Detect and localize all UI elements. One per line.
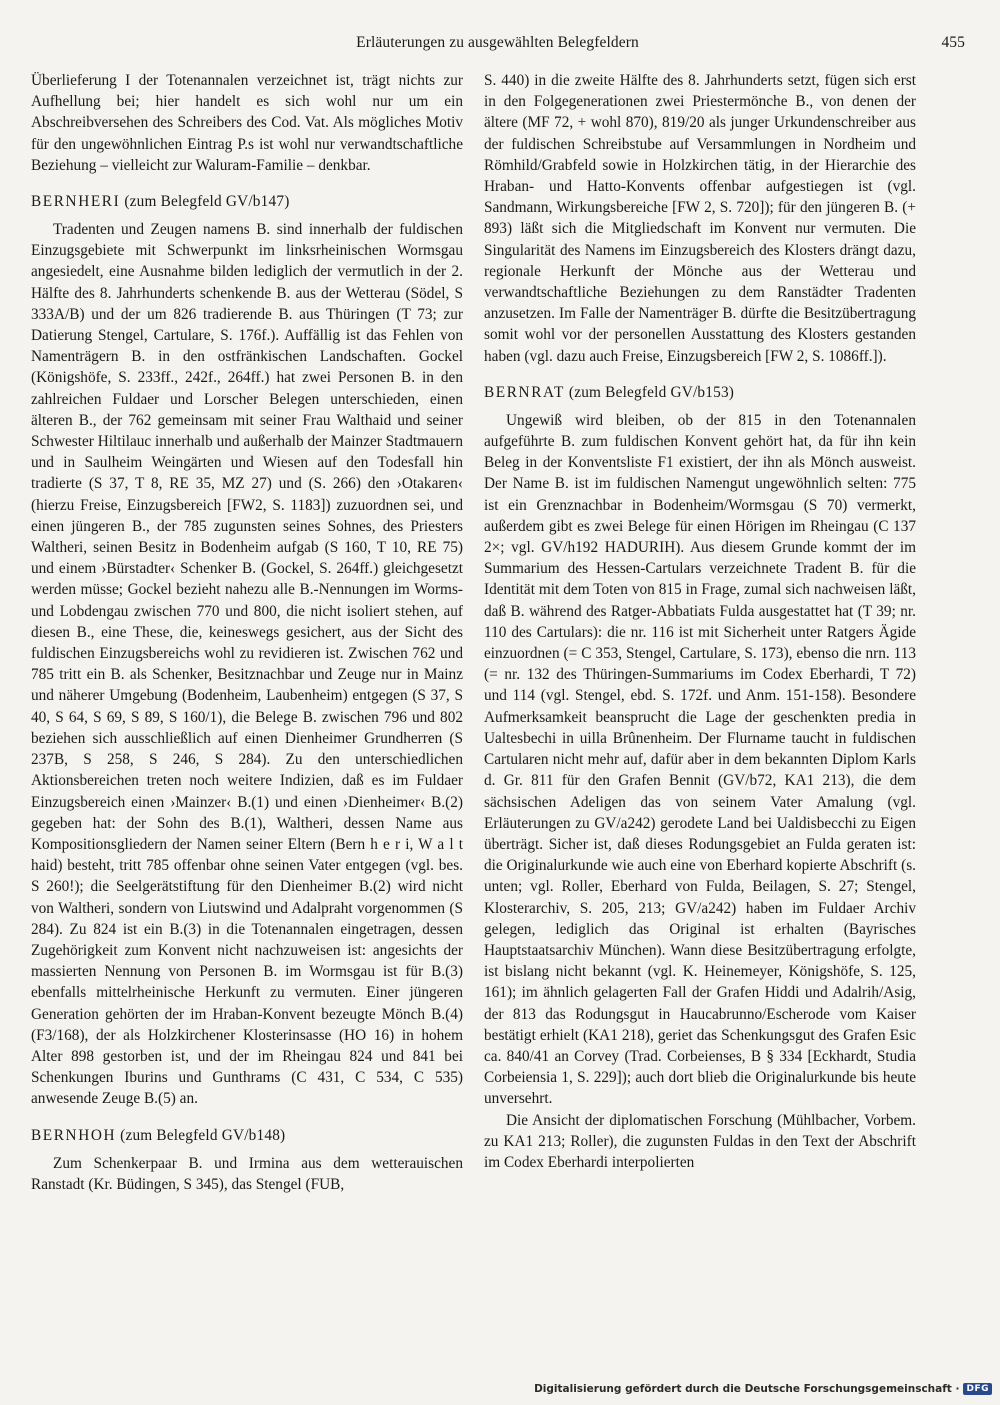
paragraph: Zum Schenkerpaar B. und Irmina aus dem wetterauischen Ranstadt (Kr. Büdingen, S 345), das Stengel (FUB, [31, 1154, 463, 1193]
right-column [484, 70, 916, 1173]
paragraph: Tradenten und Zeugen namens B. sind innerhalb der fuldischen Einzugsgebiete mit Schwerpunkt im linksrheinischen Wormsgau angesiedelt, eine Ausnahme bilden lediglich der vermutlich in der 2. Hälfte des 8. Jahrhunderts schenkende B. aus der Wetterau (Södel, S 333A/B) und der um 826 tradierende B. aus Thüringen (T 73; zur Datierung Stengel, Cartulare, S. 176f.). Auffällig ist das Fehlen von Namenträgern B. in den ostfränkischen Landschaften. Gockel (Königshöfe, S. 233ff., 242f., 264ff.) hat zwei Personen B. in den zahlreichen Fuldaer und Lorscher Belegen unterschieden, einen älteren B., der 762 gemeinsam mit seiner Frau Walthaid und seiner Schwester Hiltilauc innerhalb und außerhalb der Mainzer Stadtmauern und in Saulheim Weingärten und Wiesen auf den Todesfall hin tradierte (S 37, T 8, RE 35, MZ 27) und (S. 266) den ›Otakaren‹ (hierzu Freise, Einzugsbereich [FW2, S. 1183]) zuzuordnen sei, und einen jüngeren B., der 785 zugunsten seines Sohnes, des Priesters Waltheri, seinen Besitz in Bodenheim aufgab (S 160, T 10, RE 75) und einem ›Bürstadter‹ Schenker B. (Gockel, S. 264ff.) gleichgesetzt werden müsse; Gockel bezieht nahezu alle B.-Nennungen im Worms- und Lobdengau zwischen 770 und 800, die nicht isoliert stehen, auf diesen B., eine These, die, keineswegs gesichert, aus der Sicht des fuldischen Einzugsbereichs wohl zu revidieren ist. Zwischen 762 und 785 tritt ein B. als Schenker, Besitznachbar und Zeuge nur in Mainz und näherer Umgebung (Bodenheim, Laubenheim) entgegen (S 37, S 40, S 64, S 69, S 89, S 160/1), die Belege B. zwischen 796 und 802 beziehen sich ausschließlich auf einen Dienheimer Grundherren (S 237B, S 258, S 246, S 284). Zu den unterschiedlichen Aktionsbereichen treten noch weitere Indizien, daß es im Fuldaer Einzugsbereich einen ›Mainzer‹ B.(1) und einen ›Dienheimer‹ B.(2) gegeben hat: der Sohn des B.(1), Waltheri, dessen Name aus Kompositionsgliedern der Namen seiner Eltern (Bern h e r i, W a l t haid) besteht, tritt 785 offenbar ohne seinen Vater entgegen (vgl. bes. S 260!); die Seelgerätstiftung für den Dienheimer B.(2) wird nicht von Waltheri, sondern von Liutswind und Adalpraht vorgenommen (S 284). Zu 824 ist ein B.(3) in die Totenannalen eingetragen, dessen Zugehörigkeit zum Konvent nicht nachzuweisen ist: angesichts der massierten Nennung von Personen B. im Wormsgau ist für B.(3) ebenfalls mittelrheinische Herkunft zu vermuten. Einer jüngeren Generation gehörten der im Hraban-Konvent bezeugte Mönch B.(4) (F3/168), der als Holzkirchener Klosterinsasse (HO 16) in hohem Alter 898 gestorben ist, und der im Rheingau 824 und 841 bei Schenkungen Iburins und Gunthrams (C 431, C 534, C 535) anwesende Zeuge B.(5) an. [31, 221, 463, 1108]
heading-word: BERNRAT [484, 383, 565, 401]
page-header [30, 34, 965, 58]
footer-text: Digitalisierung gefördert durch die Deutsche Forschungsgemeinschaft · [534, 1383, 960, 1395]
heading-reference: (zum Belegfeld GV/b148) [116, 1126, 286, 1144]
section-heading-bernrat [484, 382, 916, 403]
page-number: 455 [941, 34, 965, 51]
paragraph: S. 440) in die zweite Hälfte des 8. Jahrhunderts setzt, fügen sich erst in den Folgegenerationen zwei Priestermönche B., von denen der ältere (MF 72, + wohl 870), 819/20 als junger Urkundenschreiber aus der fuldischen Schreibstube auf Versammlungen in Nordheim und Römhild/Grabfeld sowie in Holzkirchen tätig, in der Hierarchie des Hraban- und Hatto-Konvents offenbar aufgestiegen ist (vgl. Sandmann, Wirkungsbereiche [FW 2, S. 720]); für den jüngeren B. (+ 893) läßt sich die Mitgliedschaft im Konvent nur vermuten. Die Singularität des Namens im Einzugsbereich des Klosters drängt dazu, regionale Herkunft der Mönche aus der Wetterau und verwandtschaftliche Beziehungen zu dem Ranstädter Tradenten anzusetzen. Im Falle der Namenträger B. dürfte die Besitzübertragung somit wohl vor der personellen Ausstattung des Klosters gestanden haben (vgl. dazu auch Freise, Einzugsbereich [FW 2, S. 1086ff.]). [484, 72, 916, 365]
dfg-logo: DFG [963, 1383, 992, 1395]
paragraph: Überlieferung I der Totenannalen verzeichnet ist, trägt nichts zur Aufhellung bei; hier handelt es sich wohl nur um ein Abschreibversehen des Schreibers des Cod. Vat. Als mögliches Motiv für den ungewöhnlichen Eintrag P.s ist wohl nur verwandtschaftliche Beziehung – vielleicht zur Waluram-Familie – denkbar. [31, 72, 463, 174]
running-title: Erläuterungen zu ausgewählten Belegfeldern [356, 34, 639, 51]
heading-reference: (zum Belegfeld GV/b153) [564, 383, 735, 401]
heading-word: BERNHOH [31, 1126, 117, 1144]
digitization-footer [534, 1383, 992, 1395]
heading-reference: (zum Belegfeld GV/b147) [120, 193, 290, 211]
paragraph: Ungewiß wird bleiben, ob der 815 in den Totenannalen aufgeführte B. zum fuldischen Konvent gehört hat, da für ihn kein Beleg in der Konventsliste F1 existiert, der ihn als Mönch ausweist. Der Name B. ist im fuldischen Namengut ungewöhnlich selten: 775 ist ein Grenznachbar in Bodenheim/Wormsgau (S 70) vermerkt, außerdem gibt es zwei Belege für einen Hörigen im Rheingau (C 137 2×; vgl. GV/h192 HADURIH). Aus diesem Grunde kommt der im Summarium des Hessen-Cartulars verzeichnete Tradent B. für die Identität mit dem Toten von 815 in Frage, zumal sich nachweisen läßt, daß B. während des Ratger-Abbatiats Fulda ausgestattet hat (T 39; nr. 110 des Cartulars): die nr. 116 ist mit Sicherheit unter Ratgers Ägide einzuordnen (= C 353, Stengel, Cartulare, S. 173), ebenso die nrn. 113 (= nr. 132 des Thüringen-Summariums im Codex Eberhardi, T 72) und 114 (vgl. Stengel, ebd. S. 172f. und Anm. 151-158). Besondere Aufmerksamkeit beansprucht die Lage der geschenkten predia in Ualtesbechi in uilla Brûnenheim. Der Flurname taucht in fuldischen Cartularen nicht mehr auf, dafür aber in dem bekannten Diplom Karls d. Gr. 811 für den Grafen Bennit (GV/b72, KA1 213), die dem sächsischen Adeligen das von seinem Vater Amalung (vgl. Erläuterungen zu GV/a242) gerodete Land bei Ualdisbecchi zu Eigen überträgt. Sicher ist, daß dieses Rodungsgebiet an Fulda geraten ist: die Originalurkunde wie auch eine von Eberhard kopierte Abschrift (s. unten; vgl. Roller, Eberhard von Fulda, Beilagen, S. 27; Stengel, Klosterarchiv, S. 205, 213; GV/a242) haben im Fuldaer Archiv gelegen, lediglich das Original ist erhalten (Bayrisches Hauptstaatsarchiv München). Wann diese Besitzübertragung erfolgte, ist bislang nicht bekannt (vgl. K. Heinemeyer, Königshöfe, S. 125, 161); im ähnlich gelagerten Fall der Grafen Hiddi und Adalrih/Asig, der 813 das Rodungsgut in Haucabrunno/Escherode vom Kaiser bestätigt erhielt (KA1 218), geriet das Schenkungsgut des Grafen Esic ca. 840/41 an Corvey (Trad. Corbeienses, B § 334 [Eckhardt, Studia Corbeiensia 1, S. 229]); auch dort blieb die Originalurkunde bis heute unversehrt. [484, 411, 916, 1108]
paragraph: Die Ansicht der diplomatischen Forschung (Mühlbacher, Vorbem. zu KA1 213; Roller), die zugunsten Fuldas in den Text der Abschrift im Codex Eberhardi interpolierten [484, 1111, 916, 1171]
section-heading-bernheri [31, 191, 463, 212]
left-column [31, 70, 463, 1195]
heading-word: BERNHERI [31, 193, 121, 211]
section-heading-bernhoh [31, 1125, 463, 1146]
